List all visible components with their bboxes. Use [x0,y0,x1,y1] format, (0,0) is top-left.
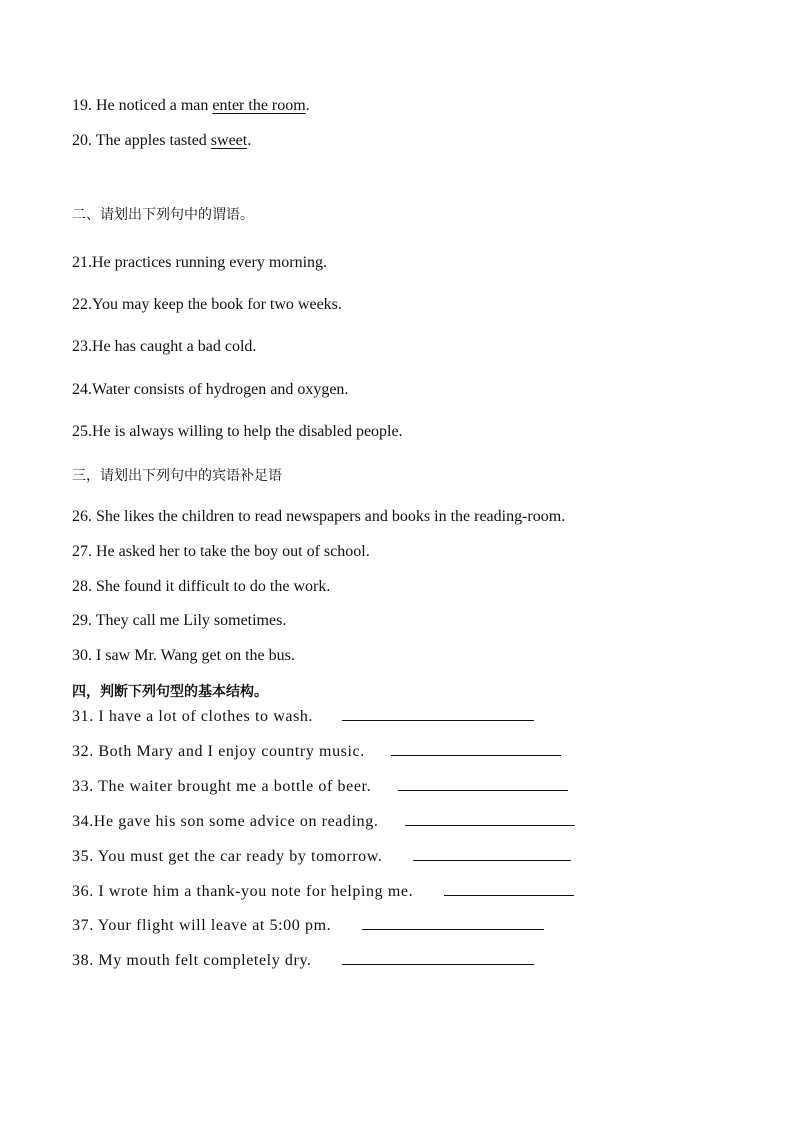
section-4-heading: 四，判断下列句型的基本结构。 [72,684,268,700]
sentence-text: 35. You must get the car ready by tomorrow. [72,848,383,865]
sentence-21: 21.He practices running every morning. [72,254,328,271]
sentence-text: 36. I wrote him a thank-you note for helping me. [72,883,414,900]
structure-item-33 [72,776,568,797]
structure-item-34 [72,811,575,832]
sentence-text: 34.He gave his son some advice on reading. [72,813,379,830]
sentence-text: The apples tasted [95,132,211,149]
sentence-28: 28. She found it difficult to do the work. [72,578,331,595]
sentence-27: 27. He asked her to take the boy out of school. [72,543,370,560]
structure-item-38 [72,950,534,971]
sentence-number: 19. [72,97,92,114]
answer-blank[interactable] [342,706,534,721]
answer-blank[interactable] [362,915,544,930]
answer-blank[interactable] [413,846,571,861]
sentence-26: 26. She likes the children to read newspapers and books in the reading-room. [72,508,566,525]
sentence-30: 30. I saw Mr. Wang get on the bus. [72,647,295,664]
answer-blank[interactable] [398,776,568,791]
sentence-19 [72,96,310,116]
sentence-number: 20. [72,132,92,149]
structure-item-31 [72,706,534,727]
structure-item-32 [72,741,561,762]
sentence-25: 25.He is always willing to help the disabled people. [72,423,403,440]
sentence-22: 22.You may keep the book for two weeks. [72,296,342,313]
answer-blank[interactable] [444,881,574,896]
structure-item-37 [72,915,544,936]
section-2-heading: 二、请划出下列句中的谓语。 [72,207,254,223]
sentence-text: He noticed a man [96,97,213,114]
section-3-heading: 三，请划出下列句中的宾语补足语 [72,468,282,484]
structure-item-36 [72,881,574,902]
sentence-text: 31. I have a lot of clothes to wash. [72,708,314,725]
answer-blank[interactable] [342,950,534,965]
underlined-phrase: enter the room [212,97,306,114]
structure-item-35 [72,846,571,867]
sentence-text: 37. Your flight will leave at 5:00 pm. [72,917,332,934]
sentence-text: 32. Both Mary and I enjoy country music. [72,743,365,760]
sentence-end: . [305,97,310,114]
sentence-end: . [247,132,252,149]
sentence-text: 38. My mouth felt completely dry. [72,952,312,969]
sentence-20 [72,131,251,151]
answer-blank[interactable] [405,811,575,826]
sentence-text: 33. The waiter brought me a bottle of beer. [72,778,372,795]
underlined-phrase: sweet [210,132,248,149]
sentence-23: 23.He has caught a bad cold. [72,338,257,355]
sentence-24: 24.Water consists of hydrogen and oxygen. [72,381,349,398]
answer-blank[interactable] [391,741,561,756]
sentence-29: 29. They call me Lily sometimes. [72,612,287,629]
